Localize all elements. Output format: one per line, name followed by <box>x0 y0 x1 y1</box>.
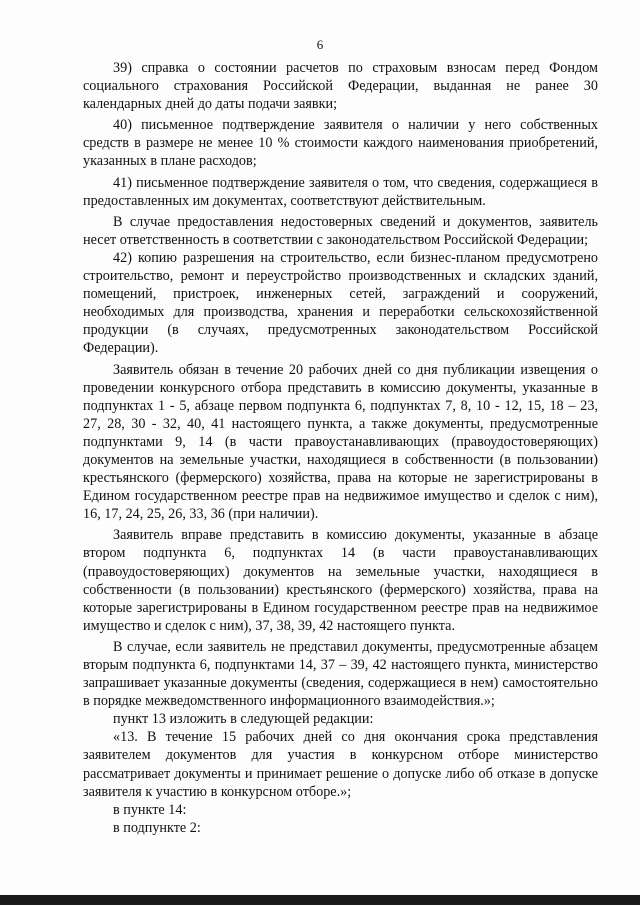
liability-paragraph: В случае предоставления недостоверных сведений и документов, заявитель несет ответственность в соответствии с законодательством Российской Федерации; <box>83 213 598 248</box>
item-41-paragraph: 41) письменное подтверждение заявителя о том, что сведения, содержащиеся в предоставленных им документах, соответствуют действительным. <box>83 174 598 209</box>
item-39-paragraph: 39) справка о состоянии расчетов по страховым взносам перед Фондом социального страхования Российской Федерации, выданная не ранее 30 календарных дней до даты подачи заявки; <box>83 60 598 113</box>
item-40-paragraph: 40) письменное подтверждение заявителя о наличии у него собственных средств в размере не менее 10 % стоимости каждого наименования приобретений, указанных в плане расходов; <box>83 117 598 170</box>
clause-14-intro: в пункте 14: <box>113 801 187 818</box>
subclause-2-intro: в подпункте 2: <box>113 819 201 836</box>
optional-documents-paragraph: Заявитель вправе представить в комиссию документы, указанные в абзаце втором подпункта 6, подпунктах 14 (в части правоустанавливающих (правоудостоверяющих) документов на земельные участки, находящиеся в собственности (в пользовании) крестьянского (фермерского) хозяйства, права на которые зарегистрированы в Едином государственном реестре прав на недвижимое имущество и сделок с ним), 37, 38, 39, 42 настоящего пункта. <box>83 527 598 634</box>
interagency-request-paragraph: В случае, если заявитель не представил документы, предусмотренные абзацем вторым подпункта 6, подпунктами 14, 37 – 39, 42 настоящего пункта, министерство запрашивает указанные документы (сведения, содержащиеся в нем) самостоятельно в порядке межведомственного информационного взаимодействия.»; <box>83 638 598 710</box>
document-body <box>83 59 598 837</box>
scan-bottom-edge <box>0 895 640 905</box>
page-number: 6 <box>316 37 324 52</box>
item-42-paragraph: 42) копию разрешения на строительство, если бизнес-планом предусмотрено строительство, ремонт и переустройство производственных и складских зданий, помещений, пристроек, инженерных сетей, заграждений и сооружений, необходимых для производства, хранения и переработки сельскохозяйственной продукции (в случаях, предусмотренных законодательством Российской Федерации). <box>83 249 598 357</box>
clause-13-intro: пункт 13 изложить в следующей редакции: <box>113 711 374 728</box>
mandatory-documents-paragraph: Заявитель обязан в течение 20 рабочих дней со дня публикации извещения о проведении конкурсного отбора представить в комиссию документы, указанные в подпунктах 1 - 5, абзаце первом подпункта 6, подпунктах 7, 8, 10 - 12, 15, 18 – 23, 27, 28, 30 - 32, 40, 41 настоящего пункта, а также документы, предусмотренные подпунктами 9, 14 (в части правоустанавливающих (правоудостоверяющих) документов на земельные участки, находящиеся в собственности (в пользовании) крестьянского (фермерского) хозяйства, права на которые не зарегистрированы в Едином государственном реестре прав на недвижимое имущество и сделок с ним), 16, 17, 24, 25, 26, 33, 36 (при наличии). <box>83 361 598 523</box>
clause-13-text: «13. В течение 15 рабочих дней со дня окончания срока представления заявителем документов для участия в конкурсном отборе министерство рассматривает документы и принимает решение о допуске либо об отказе в допуске заявителя к участию в конкурсном отборе.»; <box>83 729 598 800</box>
